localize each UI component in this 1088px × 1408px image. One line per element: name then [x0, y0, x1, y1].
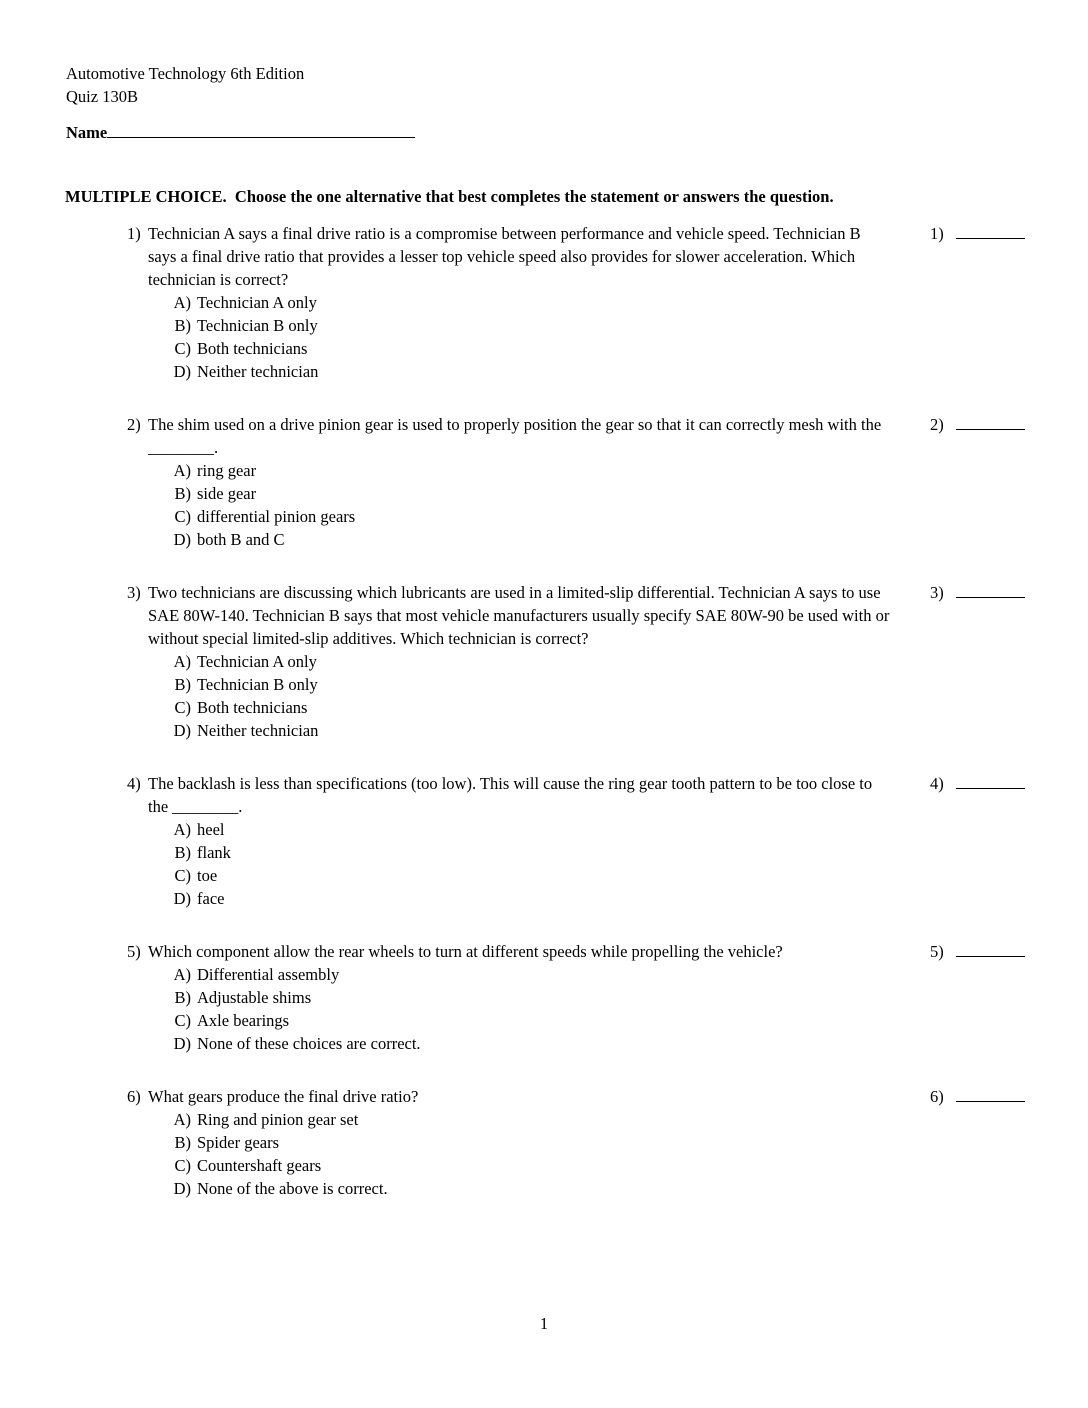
question-stem-row [127, 413, 943, 551]
quiz-subtitle: Quiz 130B [66, 87, 138, 106]
name-label: Name [66, 123, 108, 142]
option-letter: C) [174, 1011, 191, 1030]
option-text: Technician B only [197, 316, 318, 335]
option-letter: B) [174, 316, 191, 335]
option-row [173, 1177, 893, 1200]
option-letter: A) [173, 293, 191, 312]
question-number: 5) [127, 942, 141, 961]
answer-number: 6) [930, 1087, 944, 1106]
answer-slot [930, 413, 1025, 436]
name-row [66, 121, 415, 144]
question-body [148, 940, 893, 1055]
option-letter: D) [173, 362, 191, 381]
option-letter: A) [173, 461, 191, 480]
question-stem-row [127, 581, 943, 742]
option-row [173, 459, 893, 482]
question-stem: The backlash is less than specifications (too low). This will cause the ring gear tooth pattern to be too close to the ________. [148, 774, 873, 816]
option-letter: C) [174, 339, 191, 358]
option-row [173, 314, 893, 337]
answer-number: 2) [930, 415, 944, 434]
answer-slot [930, 581, 1025, 604]
option-row [173, 963, 893, 986]
question-block [127, 1085, 943, 1200]
document-header [66, 62, 304, 108]
question-stem: Which component allow the rear wheels to turn at different speeds while propelling the vehicle? [148, 942, 783, 961]
option-row [173, 528, 893, 551]
option-row [173, 841, 893, 864]
option-text: heel [197, 820, 225, 839]
answer-blank-line [956, 773, 1025, 789]
option-row [173, 696, 893, 719]
option-row [173, 291, 893, 314]
option-text: Spider gears [197, 1133, 280, 1152]
option-letter: C) [174, 1156, 191, 1175]
section-heading: MULTIPLE CHOICE. Choose the one alternative that best completes the statement or answers the question. [65, 187, 834, 206]
question-stem-row [127, 772, 943, 910]
answer-slot [930, 1085, 1025, 1108]
options [148, 818, 893, 910]
option-letter: D) [173, 1034, 191, 1053]
question-stem-row [127, 222, 943, 383]
option-letter: C) [174, 866, 191, 885]
question-stem: Two technicians are discussing which lubricants are used in a limited-slip differential. Technician A says to use SAE 80W-140. Technician B says that most vehicle manufacturers usually specify SAE 80W-90 be used with or without special limited-slip additives. Which technician is correct? [148, 583, 890, 648]
document-title: Automotive Technology 6th Edition [66, 64, 305, 83]
answer-slot [930, 222, 1025, 245]
question-list [127, 222, 943, 1230]
option-text: Ring and pinion gear set [197, 1110, 359, 1129]
option-row [173, 1009, 893, 1032]
answer-blank-line [956, 1086, 1025, 1102]
option-row [173, 650, 893, 673]
option-row [173, 337, 893, 360]
option-text: Differential assembly [197, 965, 340, 984]
option-row [173, 360, 893, 383]
answer-blank-line [956, 414, 1025, 430]
option-text: face [197, 889, 225, 908]
option-letter: D) [173, 721, 191, 740]
option-row [173, 818, 893, 841]
question-number: 4) [127, 774, 141, 793]
option-text: differential pinion gears [197, 507, 356, 526]
option-row [173, 1154, 893, 1177]
question-block [127, 222, 943, 383]
option-letter: A) [173, 820, 191, 839]
question-block [127, 772, 943, 910]
option-letter: A) [173, 965, 191, 984]
option-letter: D) [173, 1179, 191, 1198]
question-stem-row [127, 940, 943, 1055]
option-letter: D) [173, 889, 191, 908]
answer-blank-line [956, 223, 1025, 239]
name-blank-line [107, 122, 415, 138]
question-number: 1) [127, 224, 141, 243]
option-text: Technician A only [197, 293, 317, 312]
question-body [148, 581, 893, 742]
options [148, 650, 893, 742]
question-stem: The shim used on a drive pinion gear is used to properly position the gear so that it can correctly mesh with the ________. [148, 415, 882, 457]
option-letter: B) [174, 843, 191, 862]
option-letter: A) [173, 1110, 191, 1129]
option-text: flank [197, 843, 231, 862]
option-row [173, 1131, 893, 1154]
option-text: Countershaft gears [197, 1156, 322, 1175]
question-block [127, 940, 943, 1055]
question-body [148, 413, 893, 551]
option-row [173, 719, 893, 742]
option-letter: B) [174, 484, 191, 503]
answer-number: 4) [930, 774, 944, 793]
option-row [173, 1108, 893, 1131]
question-stem: Technician A says a final drive ratio is a compromise between performance and vehicle speed. Technician B says a final drive ratio that provides a lesser top vehicle speed also provides for slower acceleration. Which technician is correct? [148, 224, 861, 289]
option-letter: C) [174, 698, 191, 717]
question-block [127, 413, 943, 551]
option-row [173, 673, 893, 696]
options [148, 963, 893, 1055]
option-letter: B) [174, 1133, 191, 1152]
answer-slot [930, 940, 1025, 963]
options [148, 459, 893, 551]
question-body [148, 772, 893, 910]
answer-number: 3) [930, 583, 944, 602]
option-text: Neither technician [197, 362, 319, 381]
question-body [148, 222, 893, 383]
option-text: ring gear [197, 461, 257, 480]
option-row [173, 986, 893, 1009]
option-row [173, 1032, 893, 1055]
question-stem: What gears produce the final drive ratio? [148, 1087, 419, 1106]
option-text: Both technicians [197, 339, 308, 358]
option-row [173, 482, 893, 505]
options [148, 1108, 893, 1200]
option-text: None of the above is correct. [197, 1179, 388, 1198]
answer-blank-line [956, 941, 1025, 957]
answer-slot [930, 772, 1025, 795]
answer-number: 1) [930, 224, 944, 243]
option-text: None of these choices are correct. [197, 1034, 421, 1053]
option-text: Technician B only [197, 675, 318, 694]
question-block [127, 581, 943, 742]
question-number: 2) [127, 415, 141, 434]
option-row [173, 864, 893, 887]
option-letter: D) [173, 530, 191, 549]
question-number: 6) [127, 1087, 141, 1106]
option-letter: C) [174, 507, 191, 526]
answer-number: 5) [930, 942, 944, 961]
option-text: Neither technician [197, 721, 319, 740]
page-number: 1 [539, 1314, 549, 1333]
option-letter: A) [173, 652, 191, 671]
option-letter: B) [174, 675, 191, 694]
answer-blank-line [956, 582, 1025, 598]
option-text: side gear [197, 484, 257, 503]
options [148, 291, 893, 383]
option-text: Adjustable shims [197, 988, 312, 1007]
option-text: Both technicians [197, 698, 308, 717]
option-text: both B and C [197, 530, 285, 549]
option-row [173, 887, 893, 910]
question-number: 3) [127, 583, 141, 602]
option-letter: B) [174, 988, 191, 1007]
option-text: toe [197, 866, 218, 885]
option-text: Axle bearings [197, 1011, 290, 1030]
option-text: Technician A only [197, 652, 317, 671]
question-body [148, 1085, 893, 1200]
option-row [173, 505, 893, 528]
question-stem-row [127, 1085, 943, 1200]
